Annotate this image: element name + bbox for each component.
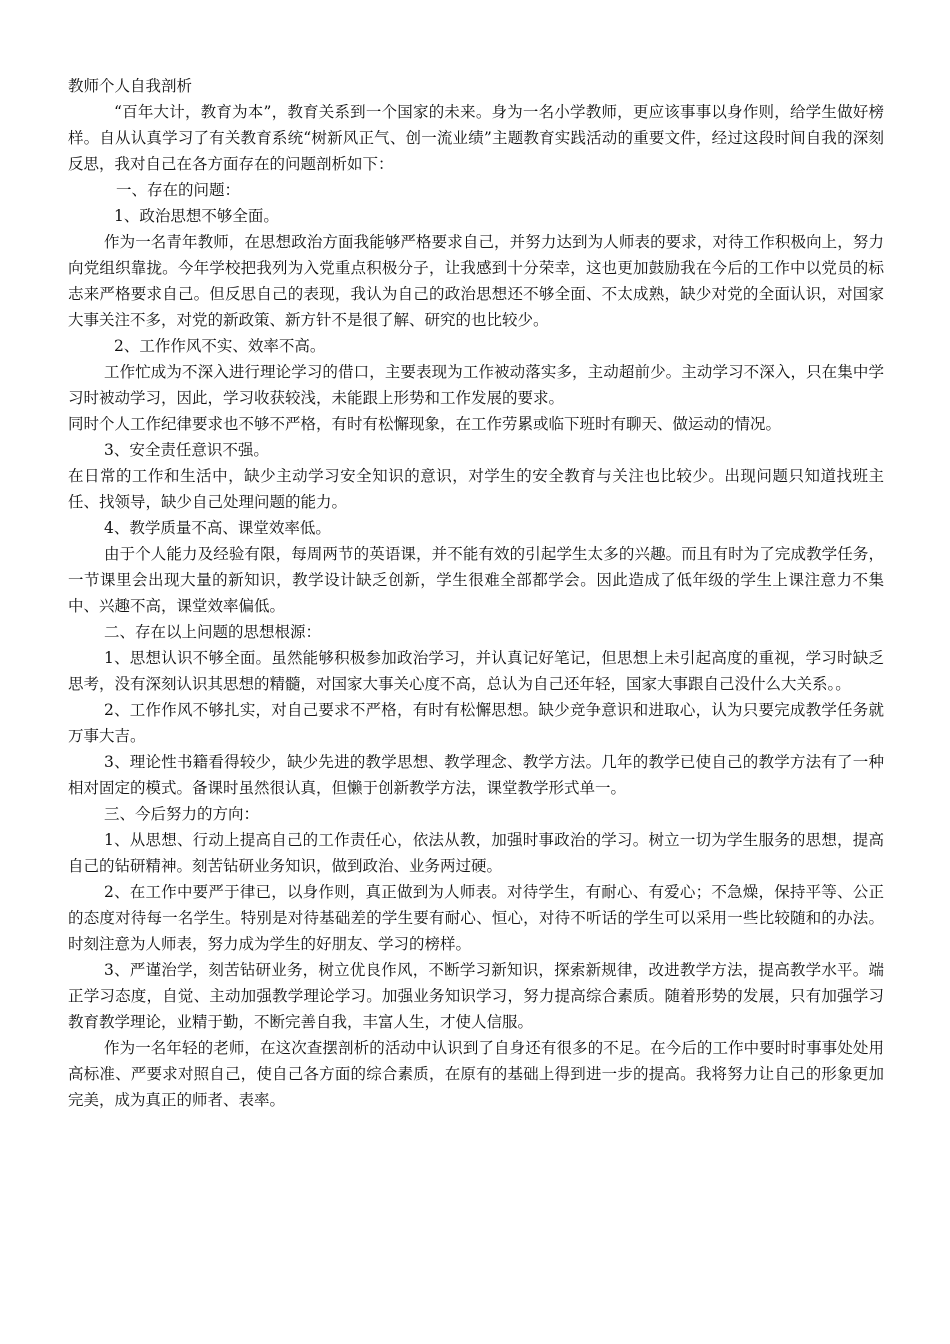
subheading-1-1: 1、政治思想不够全面。 xyxy=(114,207,279,225)
subheading-1-3: 3、安全责任意识不强。 xyxy=(104,441,269,459)
document-title: 教师个人自我剖析 xyxy=(68,77,193,95)
body-paragraph: 1、思想认识不够全面。虽然能够积极参加政治学习，并认真记好笔记，但思想上未引起高度的重视，学习时缺乏思考，没有深刻认识其思想的精髓，对国家大事关心度不高，总认为自己还年轻，国家大事跟自己没什么大关系。。 xyxy=(68,649,884,693)
body-paragraph: 作为一名青年教师，在思想政治方面我能够严格要求自己，并努力达到为人师表的要求，对待工作积极向上，努力向党组织靠拢。今年学校把我列为入党重点积极分子，让我感到十分荣幸，这也更加鼓励我在今后的工作中以党员的标志来严格要求自己。但反思自己的表现，我认为自己的政治思想还不够全面、不太成熟，缺少对党的全面认识，对国家大事关注不多，对党的新政策、新方针不是很了解、研究的也比较少。 xyxy=(68,233,884,329)
subheading-1-4: 4、教学质量不高、课堂效率低。 xyxy=(104,519,331,537)
body-paragraph: 1、从思想、行动上提高自己的工作责任心，依法从教，加强时事政治的学习。树立一切为学生服务的思想，提高自己的钻研精神。刻苦钻研业务知识，做到政治、业务两过硬。 xyxy=(68,831,884,875)
body-paragraph: 工作忙成为不深入进行理论学习的借口，主要表现为工作被动落实多，主动超前少。主动学习不深入，只在集中学习时被动学习，因此，学习收获较浅，未能跟上形势和工作发展的要求。 xyxy=(68,363,884,407)
section-heading-1: 一、存在的问题： xyxy=(116,181,241,199)
section-heading-2: 二、存在以上问题的思想根源： xyxy=(104,623,322,641)
body-paragraph: 3、严谨治学，刻苦钻研业务，树立优良作风，不断学习新知识，探索新规律，改进教学方法，提高教学水平。端正学习态度，自觉、主动加强教学理论学习。加强业务知识学习，努力提高综合素质。随着形势的发展，只有加强学习教育教学理论，业精于勤，不断完善自我，丰富人生，才使人信服。 xyxy=(68,961,884,1031)
body-paragraph: 在日常的工作和生活中，缺少主动学习安全知识的意识，对学生的安全教育与关注也比较少。出现问题只知道找班主任、找领导，缺少自己处理问题的能力。 xyxy=(68,467,884,511)
body-paragraph: 3、理论性书籍看得较少，缺少先进的教学思想、教学理念、教学方法。几年的教学已使自己的教学方法有了一种相对固定的模式。备课时虽然很认真，但懒于创新教学方法，课堂教学形式单一。 xyxy=(68,753,884,797)
body-paragraph: 2、在工作中要严于律已，以身作则，真正做到为人师表。对待学生，有耐心、有爱心；不急燥，保持平等、公正的态度对待每一名学生。特别是对待基础差的学生要有耐心、恒心，对待不听话的学生可以采用一些比较随和的办法。时刻注意为人师表，努力成为学生的好朋友、学习的榜样。 xyxy=(68,883,884,953)
subheading-1-2: 2、工作作风不实、效率不高。 xyxy=(114,337,326,355)
document-page xyxy=(68,73,884,1113)
intro-paragraph: “百年大计，教育为本”，教育关系到一个国家的未来。身为一名小学教师，更应该事事以身作则，给学生做好榜样。自从认真学习了有关教育系统“树新风正气、创一流业绩”主题教育实践活动的重要文件，经过这段时间自我的深刻反思，我对自己在各方面存在的问题剖析如下： xyxy=(68,103,884,173)
closing-paragraph: 作为一名年轻的老师，在这次查摆剖析的活动中认识到了自身还有很多的不足。在今后的工作中要时时事事处处用高标准、严要求对照自己，使自己各方面的综合素质，在原有的基础上得到进一步的提高。我将努力让自己的形象更加完美，成为真正的师者、表率。 xyxy=(68,1039,884,1109)
body-paragraph: 由于个人能力及经验有限，每周两节的英语课，并不能有效的引起学生太多的兴趣。而且有时为了完成教学任务，一节课里会出现大量的新知识，教学设计缺乏创新，学生很难全部都学会。因此造成了低年级的学生上课注意力不集中、兴趣不高，课堂效率偏低。 xyxy=(68,545,884,615)
body-paragraph: 同时个人工作纪律要求也不够不严格，有时有松懈现象，在工作劳累或临下班时有聊天、做运动的情况。 xyxy=(68,415,782,433)
section-heading-3: 三、今后努力的方向： xyxy=(104,805,260,823)
body-paragraph: 2、工作作风不够扎实，对自己要求不严格，有时有松懈思想。缺少竞争意识和进取心，认为只要完成教学任务就万事大吉。 xyxy=(68,701,884,745)
